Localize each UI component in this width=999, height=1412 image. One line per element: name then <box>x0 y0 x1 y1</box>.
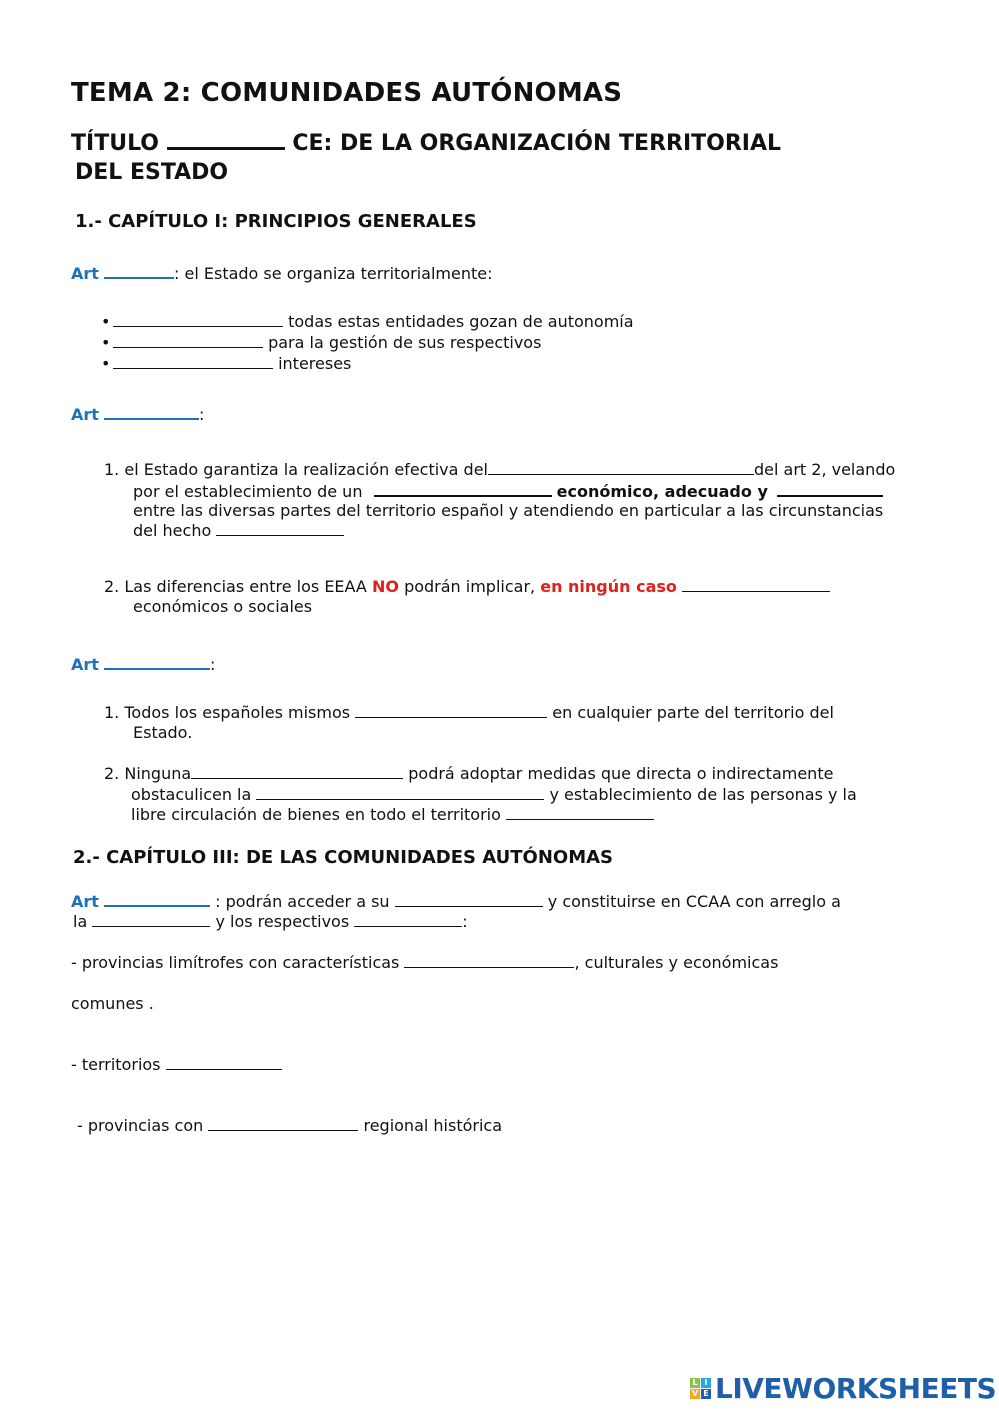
art2-label: Art <box>71 405 99 424</box>
s2-item3 <box>77 1116 502 1136</box>
art2-item2-line2: económicos o sociales <box>133 597 313 616</box>
art3-item2-blank1[interactable] <box>191 764 403 779</box>
art2-blank[interactable] <box>104 404 199 420</box>
subtitle-suffix: CE: DE LA ORGANIZACIÓN TERRITORIAL <box>292 131 782 156</box>
s2-item3-text-a: - provincias con <box>77 1116 204 1135</box>
art3-item2-line3 <box>131 805 654 825</box>
bullet-icon: • <box>101 312 111 331</box>
subtitle-prefix: TÍTULO <box>71 131 159 156</box>
s2-art-line2-a: la <box>73 912 88 931</box>
art3-item2-line2-a: obstaculicen la <box>131 785 252 804</box>
bullet-item <box>101 312 634 332</box>
art2-item2-blank[interactable] <box>682 577 830 592</box>
liveworksheets-logo[interactable] <box>690 1372 996 1405</box>
art2-item1-line1 <box>104 460 895 480</box>
s2-item2-blank[interactable] <box>166 1055 282 1070</box>
art1-label: Art <box>71 264 99 283</box>
s2-art-line2 <box>73 912 468 932</box>
bullet-item <box>101 333 541 353</box>
art2-item1-line2-a: por el establecimiento de un <box>133 482 363 501</box>
page-title: TEMA 2: COMUNIDADES AUTÓNOMAS <box>71 78 623 108</box>
logo-mark-i: I <box>701 1378 711 1388</box>
s2-art-text-b: y constituirse en CCAA con arreglo a <box>547 892 841 911</box>
bullet2-blank[interactable] <box>113 333 263 348</box>
s2-art-text-a: : podrán acceder a su <box>215 892 390 911</box>
ningun-caso-emphasis: en ningún caso <box>540 577 677 596</box>
s2-art-blank4[interactable] <box>354 912 462 927</box>
subtitle-line2: DEL ESTADO <box>75 160 229 185</box>
s2-item1-text-a: - provincias limítrofes con características <box>71 953 400 972</box>
art2-item1-line2-b: económico, adecuado y <box>556 482 768 501</box>
logo-mark-icon <box>690 1378 711 1399</box>
s2-art-blank3[interactable] <box>92 912 210 927</box>
art1-blank[interactable] <box>104 263 174 279</box>
art3-blank[interactable] <box>104 654 210 670</box>
s2-art-blank[interactable] <box>104 891 210 907</box>
logo-mark-e: E <box>701 1389 711 1399</box>
s2-art-line2-c: : <box>462 912 468 931</box>
art2-item1-line2 <box>133 481 883 502</box>
logo-mark-l: L <box>690 1378 700 1388</box>
art2-item2-text-b: podrán implicar, <box>404 577 536 596</box>
s2-art-line1 <box>71 891 841 912</box>
art3-item1-text-b: en cualquier parte del territorio del <box>552 703 834 722</box>
art3-item1-line2: Estado. <box>133 723 193 742</box>
section2-heading: 2.- CAPÍTULO III: DE LAS COMUNIDADES AUTÓNOMAS <box>73 847 613 868</box>
art2-item1-line3: entre las diversas partes del territorio español y atendiendo en particular a las circunstancias <box>133 501 884 520</box>
bullet1-text: todas estas entidades gozan de autonomía <box>288 312 634 331</box>
s2-item2-text: - territorios <box>71 1055 161 1074</box>
art3-item2-blank2[interactable] <box>256 785 544 800</box>
art3-item2-line2 <box>131 785 857 805</box>
section1-heading: 1.- CAPÍTULO I: PRINCIPIOS GENERALES <box>75 211 477 232</box>
s2-item1 <box>71 953 778 973</box>
art3-item1-text-a: 1. Todos los españoles mismos <box>104 703 351 722</box>
s2-item1-text-b: , culturales y económicas <box>574 953 779 972</box>
logo-text: LIVEWORKSHEETS <box>715 1372 997 1405</box>
art3-item1-blank[interactable] <box>355 703 547 718</box>
art3-item2-line2-b: y establecimiento de las personas y la <box>549 785 857 804</box>
bullet3-blank[interactable] <box>113 354 273 369</box>
art3-item2-text-a: 2. Ninguna <box>104 764 192 783</box>
art2-item1-text-b: del art 2, velando <box>753 460 896 479</box>
s2-art-blank2[interactable] <box>395 892 543 907</box>
art2-item1-line4-text: del hecho <box>133 521 212 540</box>
art2-item1-blank2[interactable] <box>374 481 552 497</box>
s2-item3-text-b: regional histórica <box>363 1116 503 1135</box>
art3-item2-text-b: podrá adoptar medidas que directa o indirectamente <box>408 764 834 783</box>
s2-art-line2-b: y los respectivos <box>215 912 350 931</box>
art3-line <box>71 654 215 675</box>
art2-line <box>71 404 204 425</box>
art3-item2-blank3[interactable] <box>506 805 654 820</box>
art3-item2-line3-text: libre circulación de bienes en todo el territorio <box>131 805 501 824</box>
subtitle <box>71 131 781 156</box>
art1-text: : el Estado se organiza territorialmente: <box>174 264 493 283</box>
s2-art-label: Art <box>71 892 99 911</box>
s2-item2 <box>71 1055 282 1075</box>
art3-colon: : <box>210 655 216 674</box>
s2-item3-blank[interactable] <box>208 1116 358 1131</box>
logo-mark-v: V <box>691 1389 699 1398</box>
art2-colon: : <box>199 405 205 424</box>
bullet1-blank[interactable] <box>113 312 283 327</box>
bullet-item <box>101 354 351 374</box>
art1-line <box>71 263 492 284</box>
art2-item1-text-a: 1. el Estado garantiza la realización efectiva del <box>104 460 488 479</box>
bullet-icon: • <box>101 354 111 373</box>
bullet-icon: • <box>101 333 111 352</box>
bullet2-text: para la gestión de sus respectivos <box>268 333 542 352</box>
art2-item1-blank3[interactable] <box>777 481 883 497</box>
s2-item1-line2: comunes . <box>71 994 154 1013</box>
art3-label: Art <box>71 655 99 674</box>
art2-item1-blank4[interactable] <box>216 521 344 536</box>
art3-item2-line1 <box>104 764 833 784</box>
art3-item1-line1 <box>104 703 834 723</box>
art2-item1-blank1[interactable] <box>488 460 754 475</box>
art2-item1-line4 <box>133 521 344 541</box>
art2-item2-line1 <box>104 577 830 597</box>
bullet3-text: intereses <box>278 354 352 373</box>
no-emphasis: NO <box>371 577 399 596</box>
art2-item2-text-a: 2. Las diferencias entre los EEAA <box>104 577 367 596</box>
s2-item1-blank[interactable] <box>404 953 574 968</box>
blank-titulo[interactable] <box>167 133 285 150</box>
